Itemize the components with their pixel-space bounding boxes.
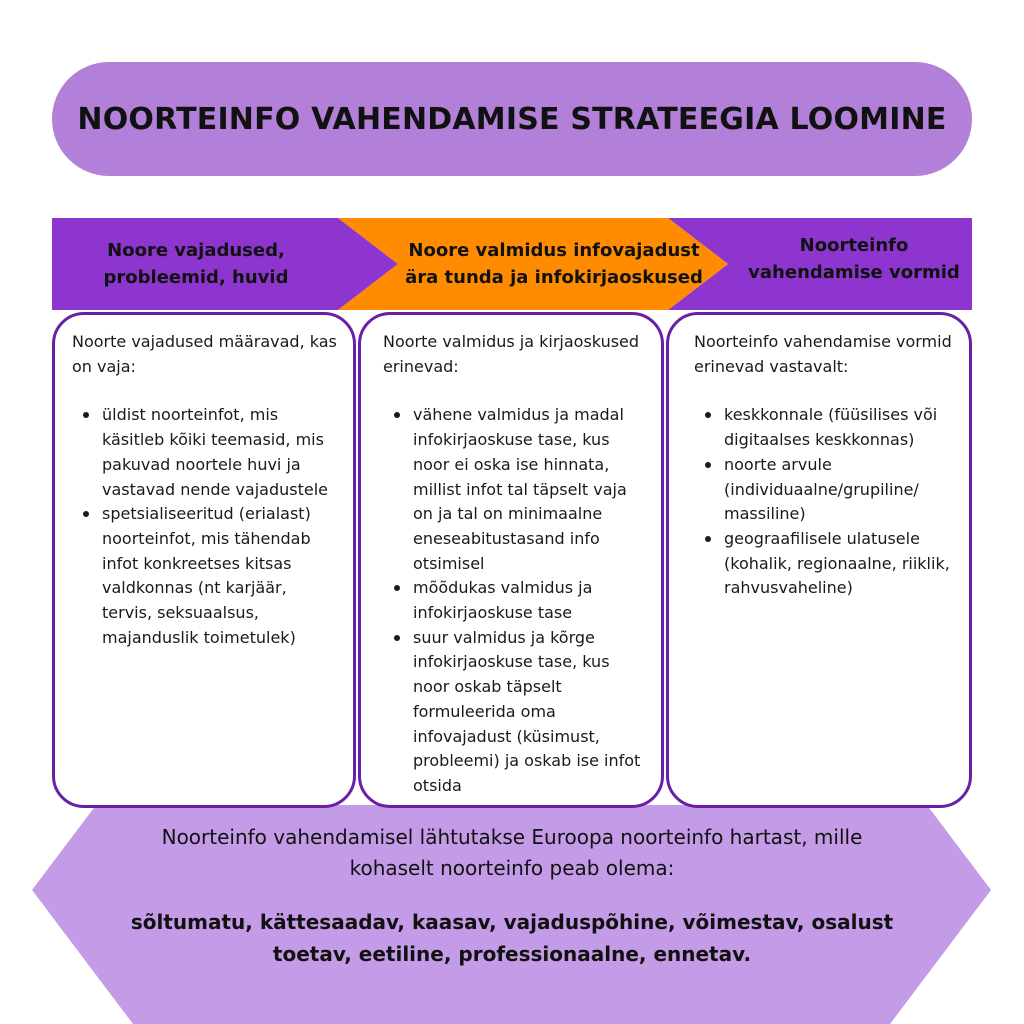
stage-2-content: [383, 330, 645, 799]
stage-1-bullet-list: [72, 403, 340, 650]
stage-3-header: Noorteinfo vahendamise vormid: [748, 235, 960, 283]
stage-3-bullet: noorte arvule (individuaalne/grupiline/ massiline): [724, 453, 960, 527]
stage-2-bullet: suur valmidus ja kõrge infokirjaoskuse tase, kus noor oskab täpselt formuleerida oma infovajadust (küsimust, probleemi) ja oskab ise infot otsida: [413, 626, 645, 799]
stage-1-bullet: üldist noorteinfot, mis käsitleb kõiki teemasid, mis pakuvad noortele huvi ja vastavad nende vajadustele: [102, 403, 340, 502]
stage-3-bullet: keskkonnale (füüsilises või digitaalses keskkonnas): [724, 403, 960, 452]
stage-3-intro: Noorteinfo vahendamise vormid erinevad vastavalt:: [694, 332, 952, 376]
stage-1-header: Noore vajadused, probleemid, huvid: [103, 240, 289, 288]
stage-2-bullet-list: [383, 403, 645, 798]
stage-3-bullet-list: [694, 403, 960, 601]
stage-2-bullet: mõõdukas valmidus ja infokirjaoskuse tase: [413, 576, 645, 625]
stage-3-bullet: geograafilisele ulatusele (kohalik, regionaalne, riiklik, rahvusvaheline): [724, 527, 960, 601]
stage-2-header: Noore valmidus infovajadust ära tunda ja infokirjaoskused: [405, 240, 703, 288]
stage-1-content: [72, 330, 340, 650]
stage-2-bullet: vähene valmidus ja madal infokirjaoskuse tase, kus noor ei oska ise hinnata, millist infot tal täpselt vaja on ja tal on minimaalne eneseabitustasand info otsimisel: [413, 403, 645, 576]
page-title: NOORTEINFO VAHENDAMISE STRATEEGIA LOOMINE: [77, 101, 947, 137]
charter-statement: [120, 822, 904, 970]
stage-3-content: [694, 330, 960, 601]
stage-1-bullet: spetsialiseeritud (erialast) noorteinfot, mis tähendab infot konkreetses kitsas valdkonnas (nt karjäär, tervis, seksuaalsus, majanduslik toimetulek): [102, 502, 340, 650]
charter-qualities: sõltumatu, kättesaadav, kaasav, vajaduspõhine, võimestav, osalust toetav, eetiline, professionaalne, ennetav.: [130, 910, 894, 966]
stage-1-intro: Noorte vajadused määravad, kas on vaja:: [72, 332, 337, 376]
stage-2-intro: Noorte valmidus ja kirjaoskused erinevad:: [383, 332, 640, 376]
charter-intro: Noorteinfo vahendamisel lähtutakse Euroopa noorteinfo hartast, mille kohaselt noorteinfo peab olema:: [161, 825, 863, 880]
